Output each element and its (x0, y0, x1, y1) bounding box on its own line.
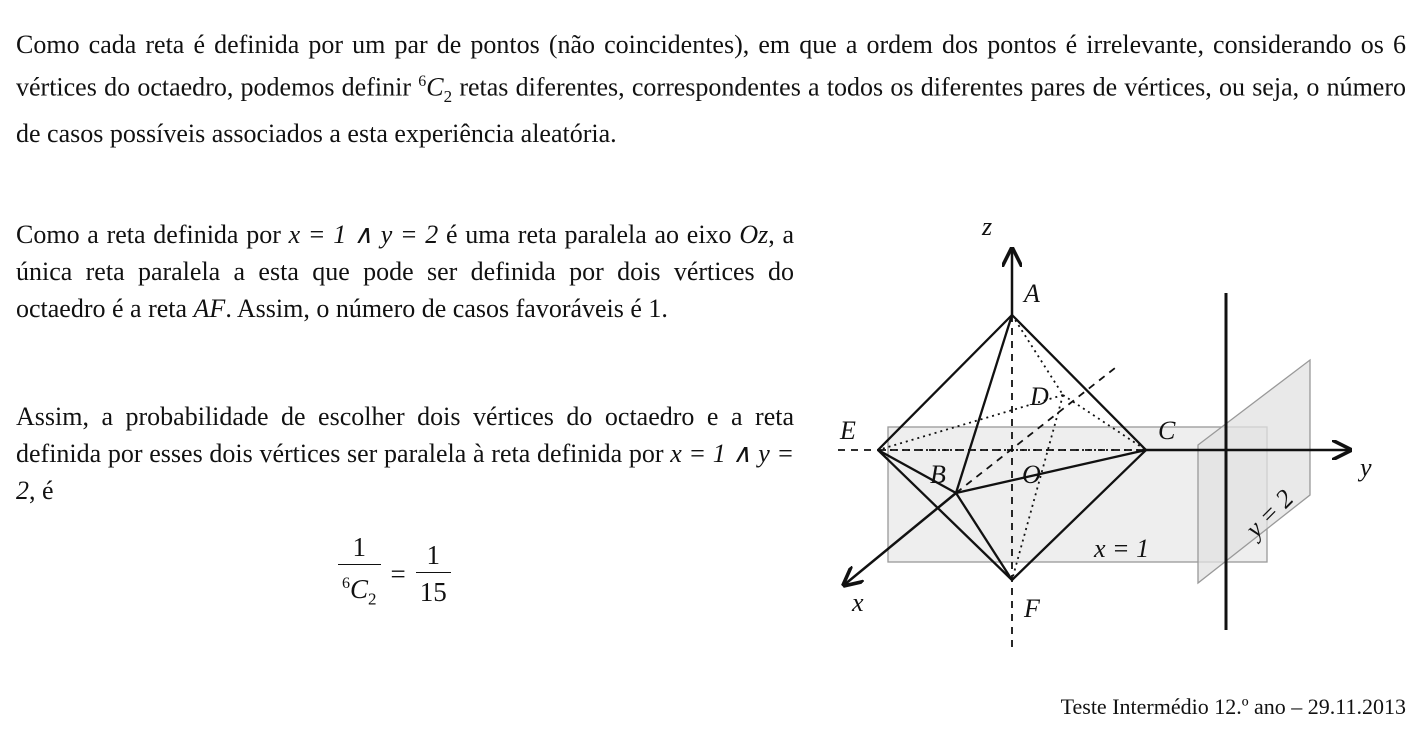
paragraph2-text-d: . Assim, o número de casos favoráveis é 1. (225, 294, 668, 323)
label-z: z (982, 212, 993, 241)
den-superscript: 6 (342, 575, 350, 592)
label-f: F (1024, 594, 1040, 623)
comb-superscript: 6 (418, 73, 427, 90)
fraction-left-numerator: 1 (352, 532, 366, 562)
equals-sign: = (390, 558, 406, 589)
den-letter: C (350, 574, 369, 604)
fraction-right-numerator: 1 (426, 539, 440, 570)
fraction-left (338, 532, 381, 616)
octahedron-figure (820, 205, 1420, 665)
paragraph-possible-cases (16, 26, 1406, 152)
paragraph2-text-b: é uma reta paralela ao eixo (438, 220, 740, 249)
fraction-left-denominator (338, 564, 381, 616)
fraction-right-denominator: 15 (416, 572, 451, 609)
label-b: B (930, 460, 946, 489)
paragraph1-text-a: Como cada reta é definida por um par de pontos (não coincidentes), em que a ordem dos pontos é irrelevante, considerando os 6 vértices do octaedro, podemos definir (16, 30, 1406, 102)
line-name: AF (193, 294, 226, 323)
paragraph-probability (16, 398, 794, 509)
paragraph3-text-a: Assim, a probabilidade de escolher dois vértices do octaedro e a reta definida por esses dois vértices ser paralela à reta definida por (16, 402, 794, 468)
footer-exam-date: Teste Intermédio 12.º ano – 29.11.2013 (1060, 694, 1406, 719)
label-e: E (840, 416, 856, 445)
label-c: C (1158, 416, 1176, 445)
comb-subscript: 2 (443, 86, 453, 106)
line-equation: x = 1 ∧ y = 2 (288, 220, 439, 249)
paragraph3-text-b: , é (29, 476, 54, 505)
comb-letter: C (426, 72, 444, 102)
label-y: y (1360, 453, 1372, 482)
axis-name: Oz (739, 220, 769, 249)
label-plane-x1: x = 1 (1094, 534, 1150, 563)
den-subscript: 2 (368, 589, 377, 609)
line-equation-2: x = 1 ∧ y = 2 (16, 439, 794, 505)
label-a: A (1024, 279, 1040, 308)
fraction-right (416, 540, 451, 609)
label-x: x (852, 588, 864, 617)
label-o: O (1022, 460, 1041, 489)
paragraph-favorable-cases (16, 216, 794, 327)
probability-formula (338, 532, 451, 616)
paragraph1-text-b: retas diferentes, correspondentes a todos os diferentes pares de vértices, ou seja, o número de casos possíveis associados a esta experiência aleatória. (16, 72, 1407, 148)
label-d: D (1030, 382, 1049, 411)
paragraph2-text-a: Como a reta definida por (16, 220, 289, 249)
paragraph2-text-c: , a única reta paralela a esta que pode ser definida por dois vértices do octaedro é a reta (16, 220, 794, 323)
label-plane-y2: y = 2 (1239, 483, 1300, 544)
